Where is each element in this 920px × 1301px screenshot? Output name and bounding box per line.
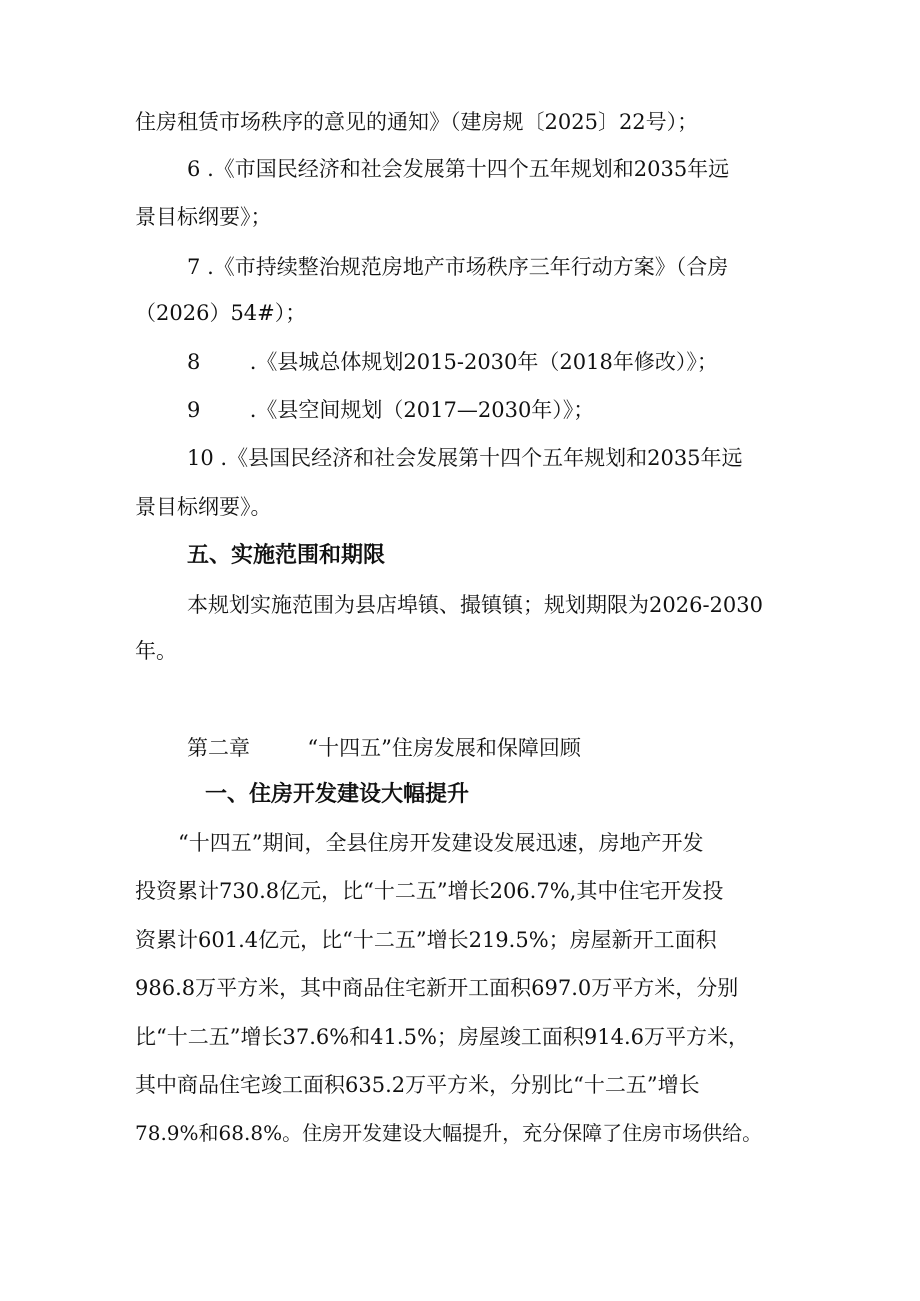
text: 住房租赁市场秩序的意见的通知》（建房规〔2025〕22号）；	[135, 110, 699, 134]
item-text: 景目标纲要》；	[135, 205, 272, 229]
chapter-heading	[187, 734, 581, 762]
list-item-9	[187, 396, 594, 424]
item-number: 9	[187, 398, 201, 422]
paragraph-line	[135, 877, 723, 905]
item-text: .《市国民经济和社会发展第十四个五年规划和2035年远	[207, 157, 730, 181]
item-number: 7	[187, 255, 201, 279]
list-item-10	[187, 444, 743, 472]
paragraph-line	[135, 1023, 749, 1051]
paragraph-line	[178, 829, 703, 857]
text: 本规划实施范围为县店埠镇、撮镇镇；规划期限为2026-2030	[187, 593, 763, 617]
heading-text: 五、实施范围和期限	[187, 543, 386, 568]
item-number: 8	[187, 350, 201, 374]
paragraph-line	[135, 1071, 700, 1099]
line-1	[135, 108, 698, 136]
subsection-heading	[205, 781, 469, 809]
item-text: .《县空间规划（2017—2030年）》；	[249, 398, 595, 422]
item-text: .《县城总体规划2015-2030年（2018年修改）》；	[249, 350, 718, 374]
list-item-7	[187, 253, 728, 281]
item-text: （2026）54#）；	[135, 301, 307, 325]
item-number: 10	[187, 446, 214, 470]
text: 年。	[135, 639, 177, 663]
text: “十四五”期间，全县住房开发建设发展迅速，房地产开发	[178, 831, 704, 855]
list-item-10-cont	[135, 493, 272, 521]
item-text: .《县国民经济和社会发展第十四个五年规划和2035年远	[220, 446, 743, 470]
list-item-6	[187, 155, 729, 183]
paragraph-line	[135, 926, 717, 954]
chapter-label: 第二章	[187, 736, 250, 760]
item-text: .《市持续整治规范房地产市场秩序三年行动方案》（合房	[207, 255, 729, 279]
chapter-title: “十四五”住房发展和保障回顾	[307, 736, 581, 760]
paragraph-line	[187, 591, 763, 619]
paragraph-line	[135, 1119, 762, 1147]
item-number: 6	[187, 157, 201, 181]
text: 资累计601.4亿元，比“十二五”增长219.5%；房屋新开工面积	[135, 928, 717, 952]
item-text: 景目标纲要》。	[135, 495, 272, 519]
paragraph-line	[135, 974, 738, 1002]
paragraph-line	[135, 637, 177, 665]
list-item-7-cont	[135, 299, 306, 327]
text: 比“十二五”增长37.6%和41.5%；房屋竣工面积914.6万平方米，	[135, 1025, 750, 1049]
list-item-6-cont	[135, 203, 272, 231]
text: 986.8万平方米，其中商品住宅新开工面积697.0万平方米，分别	[135, 976, 739, 1000]
section-heading	[187, 542, 385, 570]
text: 78.9%和68.8%。住房开发建设大幅提升，充分保障了住房市场供给。	[135, 1121, 763, 1145]
text: 投资累计730.8亿元，比“十二五”增长206.7%,其中住宅开发投	[135, 879, 724, 903]
heading-text: 一、住房开发建设大幅提升	[205, 782, 470, 807]
list-item-8	[187, 348, 718, 376]
text: 其中商品住宅竣工面积635.2万平方米，分别比“十二五”增长	[135, 1073, 700, 1097]
